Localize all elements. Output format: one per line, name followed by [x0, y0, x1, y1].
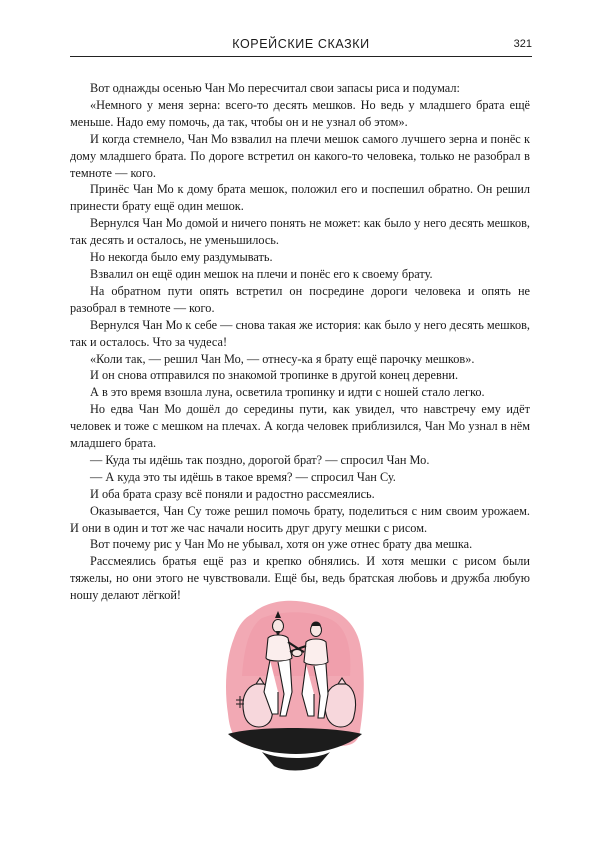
- paragraph: Но некогда было ему раздумывать.: [90, 250, 273, 265]
- paragraph: Рассмеялись братья ещё раз и крепко обнялись. И хотя мешки с рисом были тяжелы, но они этого не чувствовали. Ещё бы, ведь братская любовь и дружба любую ношу делают лёгкой!: [70, 554, 530, 603]
- paragraph: «Коли так, — решил Чан Мо, — отнесу-ка я брату ещё парочку мешков».: [90, 351, 475, 366]
- book-title: КОРЕЙСКИЕ СКАЗКИ: [232, 37, 370, 51]
- paragraph: И он снова отправился по знакомой тропинке в другой конец деревни.: [90, 368, 459, 383]
- paragraph: Вот однажды осенью Чан Мо пересчитал свои запасы риса и подумал:: [90, 81, 460, 95]
- paragraph: «Немного у меня зерна: всего-то десять мешков. Но ведь у младшего брата ещё меньше. Надо ему помочь, да так, чтобы он и не узнал об этом».: [70, 97, 530, 129]
- paragraph: — Куда ты идёшь так поздно, дорогой брат? — спросил Чан Мо.: [90, 452, 430, 467]
- paragraph: Но едва Чан Мо дошёл до середины пути, как увидел, что навстречу ему идёт человек и тоже с мешком на плечах. А когда человек приблизился, Чан Мо узнал в нём младшего брата.: [70, 402, 530, 451]
- paragraph: — А куда это ты идёшь в такое время? — спросил Чан Су.: [90, 469, 396, 484]
- brothers-illustration: [222, 596, 368, 782]
- paragraph: Оказывается, Чан Су тоже решил помочь брату, поделиться с ним своим урожаем. И они в один и тот же час начали носить друг другу мешки с рисом.: [70, 503, 530, 535]
- paragraph: Вернулся Чан Мо домой и ничего понять не может: как было у него десять мешков, так десять и осталось, не уменьшилось.: [70, 216, 530, 248]
- paragraph: На обратном пути опять встретил он посредине дороги человека и опять не разобрал в темноте — кого.: [70, 283, 530, 315]
- paragraph: Взвалил он ещё один мешок на плечи и понёс его к своему брату.: [90, 266, 433, 281]
- paragraph: А в это время взошла луна, осветила тропинку и идти с ношей стало легко.: [90, 385, 485, 400]
- running-header: [70, 34, 532, 57]
- two-brothers-embracing-illustration: [222, 596, 368, 782]
- paragraph: Вот почему рис у Чан Мо не убывал, хотя он уже отнес брату два мешка.: [90, 537, 473, 552]
- page-number: 321: [513, 38, 532, 50]
- story-text: [70, 80, 530, 604]
- paragraph: И когда стемнело, Чан Мо взвалил на плечи мешок самого лучшего зерна и понёс к дому младшего брата. По дороге встретил он какого-то человека, только не разобрал в темноте — кого.: [70, 131, 530, 180]
- paragraph: Принёс Чан Мо к дому брата мешок, положил его и поспешил обратно. Он решил принести брату ещё один мешок.: [70, 182, 530, 214]
- paragraph: И оба брата сразу всё поняли и радостно рассмеялись.: [90, 486, 375, 501]
- paragraph: Вернулся Чан Мо к себе — снова такая же история: как было у него десять мешков, так и осталось. Что за чудеса!: [70, 317, 530, 349]
